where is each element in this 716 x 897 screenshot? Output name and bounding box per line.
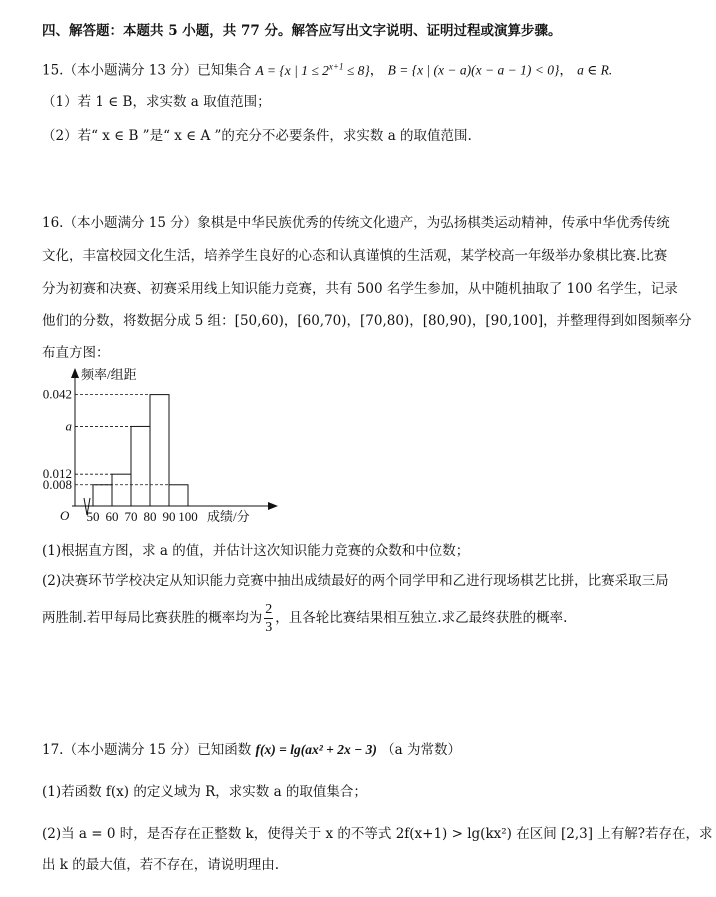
q15-stem: 15.（本小题满分 13 分）已知集合 A = {x | $1 \le 2^{x+1} \le 8$}， B = {x | (x − a)(x − a − 1) < 0}， a ∈ R. [42,61,613,79]
x-axis-label: 成绩/分 [207,509,250,524]
frequency-histogram [38,364,288,534]
q16-line5: 布直方图： [42,345,110,361]
y-tick-label-3: 0.012 [42,466,72,482]
q17-note: （a 为常数） [381,742,462,758]
q16-line2: 文化，丰富校园文化生活，培养学生良好的心态和认真谨慎的生活观，某学校高一年级举办象棋比赛.比赛 [42,248,668,264]
histogram-bar-3 [131,426,150,506]
section-heading: 四、解答题：本题共 5 小题，共 77 分。解答应写出文字说明、证明过程或演算步骤。 [42,23,562,39]
x-tick-label-90: 90 [162,509,176,524]
q15-part1: （1）若 1 ∈ B，求实数 a 取值范围； [42,94,271,110]
histogram-bar-1 [93,485,112,506]
histogram-bar-4 [150,395,169,506]
q15-set-a: A = {x | $1 \le 2^{x+1} \le 8$} [255,61,370,78]
q16-part2-suffix: ，且各轮比赛结果相互独立.求乙最终获胜的概率. [275,610,568,626]
x-tick-label-100: 100 [178,509,198,524]
probability-fraction [264,601,273,636]
x-axis-arrow [268,502,278,510]
q16-part2-line1: (2)决赛环节学校决定从知识能力竞赛中抽出成绩最好的两个同学甲和乙进行现场棋艺比拼，比赛采取三局 [42,573,669,589]
q17-stem-prefix: 17.（本小题满分 15 分）已知函数 [42,742,252,758]
q17-stem [42,740,461,760]
y-tick-label-4: 0.008 [42,476,72,492]
q15-stem-prefix: 15.（本小题满分 13 分）已知集合 [42,62,252,79]
q16-part1: (1)根据直方图，求 a 的值，并估计这次知识能力竞赛的众数和中位数； [42,543,470,559]
fraction-denominator: 3 [265,620,273,635]
x-tick-label-80: 80 [143,509,157,524]
q15-domain: a ∈ R. [577,62,613,78]
q16-line4: 他们的分数，将数据分成 5 组：[50,60)，[60,70)，[70,80)，[80,90)，[90,100]，并整理得到如图频率分 [42,313,692,329]
x-tick-label-60: 60 [105,509,119,524]
y-tick-label-2: a [65,418,72,434]
y-axis-label: 频率/组距 [81,367,137,382]
q16-part2-line2 [42,599,567,637]
y-tick-label-1: 0.042 [42,386,72,402]
y-axis-arrow [71,368,79,378]
q16-part2-prefix: 两胜制.若甲每局比赛获胜的概率均为 [42,610,263,626]
q16-line3: 分为初赛和决赛、初赛采用线上知识能力竞赛，共有 500 名学生参加，从中随机抽取了 100 名学生，记录 [42,281,678,297]
x-tick-label-50: 50 [86,509,100,524]
q15-set-b: B = {x | (x − a)(x − a − 1) < 0} [387,62,560,78]
q15-part2: （2）若“ x ∈ B ”是“ x ∈ A ”的充分不必要条件，求实数 a 的取值范围. [42,128,472,144]
histogram-bar-2 [112,474,131,506]
q17-part1: (1)若函数 f(x) 的定义域为 R，求实数 a 的取值集合； [42,784,367,800]
q16-line1: 16.（本小题满分 15 分）象棋是中华民族优秀的传统文化遗产，为弘扬棋类运动精神，传承中华优秀传统 [42,215,670,231]
x-tick-label-70: 70 [124,509,138,524]
fraction-numerator: 2 [265,602,273,617]
q17-part2-line1: (2)当 a = 0 时，是否存在正整数 k，使得关于 x 的不等式 2f(x+1) > lg(kx²) 在区间 [2,3] 上有解?若存在，求 [42,826,713,842]
q17-function: f(x) = lg(ax² + 2x − 3) [255,742,377,757]
histogram-bar-5 [169,485,188,506]
origin-label: O [60,508,70,523]
q17-part2-line2: 出 k 的最大值，若不存在，请说明理由. [42,857,280,873]
